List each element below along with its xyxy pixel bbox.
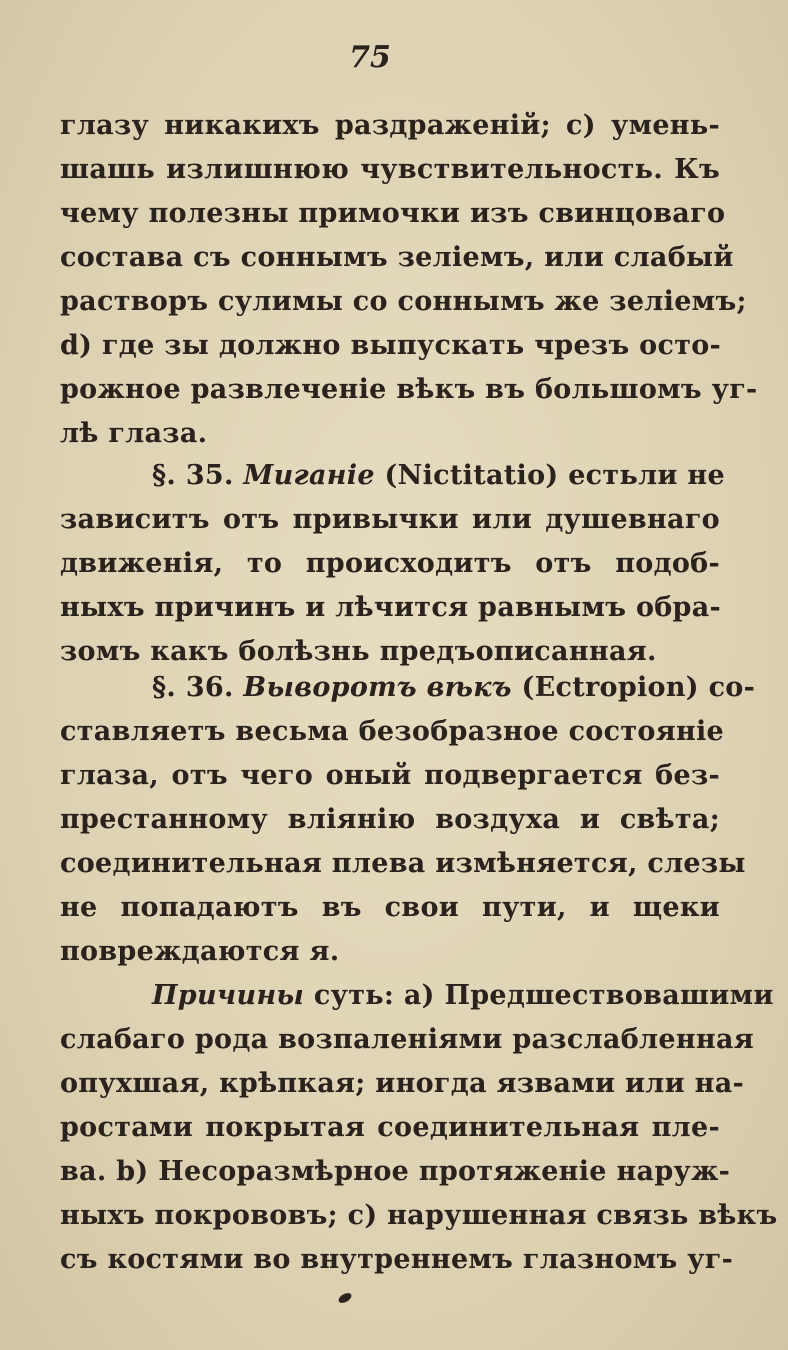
text-line: ставляетъ весьма безобразное состояніе [60, 716, 725, 747]
text-line: движенія, то происходитъ отъ подоб- [60, 548, 720, 579]
text-line: не попадаютъ въ свои пути, и щеки [60, 892, 720, 923]
text-fragment: (Ectropion) со- [521, 672, 756, 703]
text-line: соединительная плева измѣняется, слезы [60, 848, 746, 879]
text-line: шашь излишнюю чувствительность. Къ [60, 154, 720, 185]
text-line: повреждаются я. [60, 936, 340, 967]
text-line: престанному вліянію воздуха и свѣта; [60, 804, 720, 835]
text-line: ныхъ покрововъ; c) нарушенная связь вѣкъ [60, 1200, 778, 1231]
paragraph-36 [60, 666, 756, 974]
text-line: ныхъ причинъ и лѣчится равнымъ обра- [60, 592, 722, 623]
page-number: 75 [349, 40, 391, 75]
ink-blot [337, 1291, 353, 1305]
text-line: лѣ глаза. [60, 418, 208, 449]
text-line: слабаго рода возпаленіями разслабленная [60, 1024, 754, 1055]
text-line: съ костями во внутреннемъ глазномъ уг- [60, 1244, 734, 1275]
text-line: зомъ какъ болѣзнь предъописанная. [60, 636, 657, 667]
text-line: рожное развлеченіе вѣкъ въ большомъ уг- [60, 374, 758, 405]
text-line: опухшая, крѣпкая; иногда язвами или на- [60, 1068, 745, 1099]
section-number: §. 35. [152, 460, 234, 491]
text-line: ростами покрытая соединительная пле- [60, 1112, 720, 1143]
text-line: чему полезны примочки изъ свинцоваго [60, 198, 726, 229]
text-line: состава съ соннымъ зеліемъ, или слабый [60, 242, 734, 273]
paragraph-35 [60, 454, 725, 674]
section-term: Миганіе [243, 460, 375, 491]
section-term: Выворотъ вѣкъ [243, 672, 512, 703]
text-fragment: суть: [313, 980, 395, 1011]
text-line: d) где зы должно выпускать чрезъ осто- [60, 330, 722, 361]
paragraph-continuation [60, 104, 758, 456]
paragraph-36-heading-line [60, 666, 756, 710]
text-line: ва. b) Несоразмѣрное протяженіе наруж- [60, 1156, 731, 1187]
text-fragment: (Nictitatio) естьли не [384, 460, 725, 491]
section-number: §. 36. [152, 672, 234, 703]
text-line: глазу никакихъ раздраженій; c) умень- [60, 110, 720, 141]
causes-paragraph [60, 974, 778, 1282]
text-line: растворъ сулимы со соннымъ же зеліемъ; [60, 286, 747, 317]
text-line: зависитъ отъ привычки или душевнаго [60, 504, 720, 535]
paragraph-35-heading-line [60, 454, 725, 498]
causes-term: Причины [152, 980, 305, 1011]
text-fragment: a) Предшествовашими [403, 980, 774, 1011]
text-line: глаза, отъ чего оный подвергается без- [60, 760, 720, 791]
causes-heading-line [60, 974, 774, 1018]
